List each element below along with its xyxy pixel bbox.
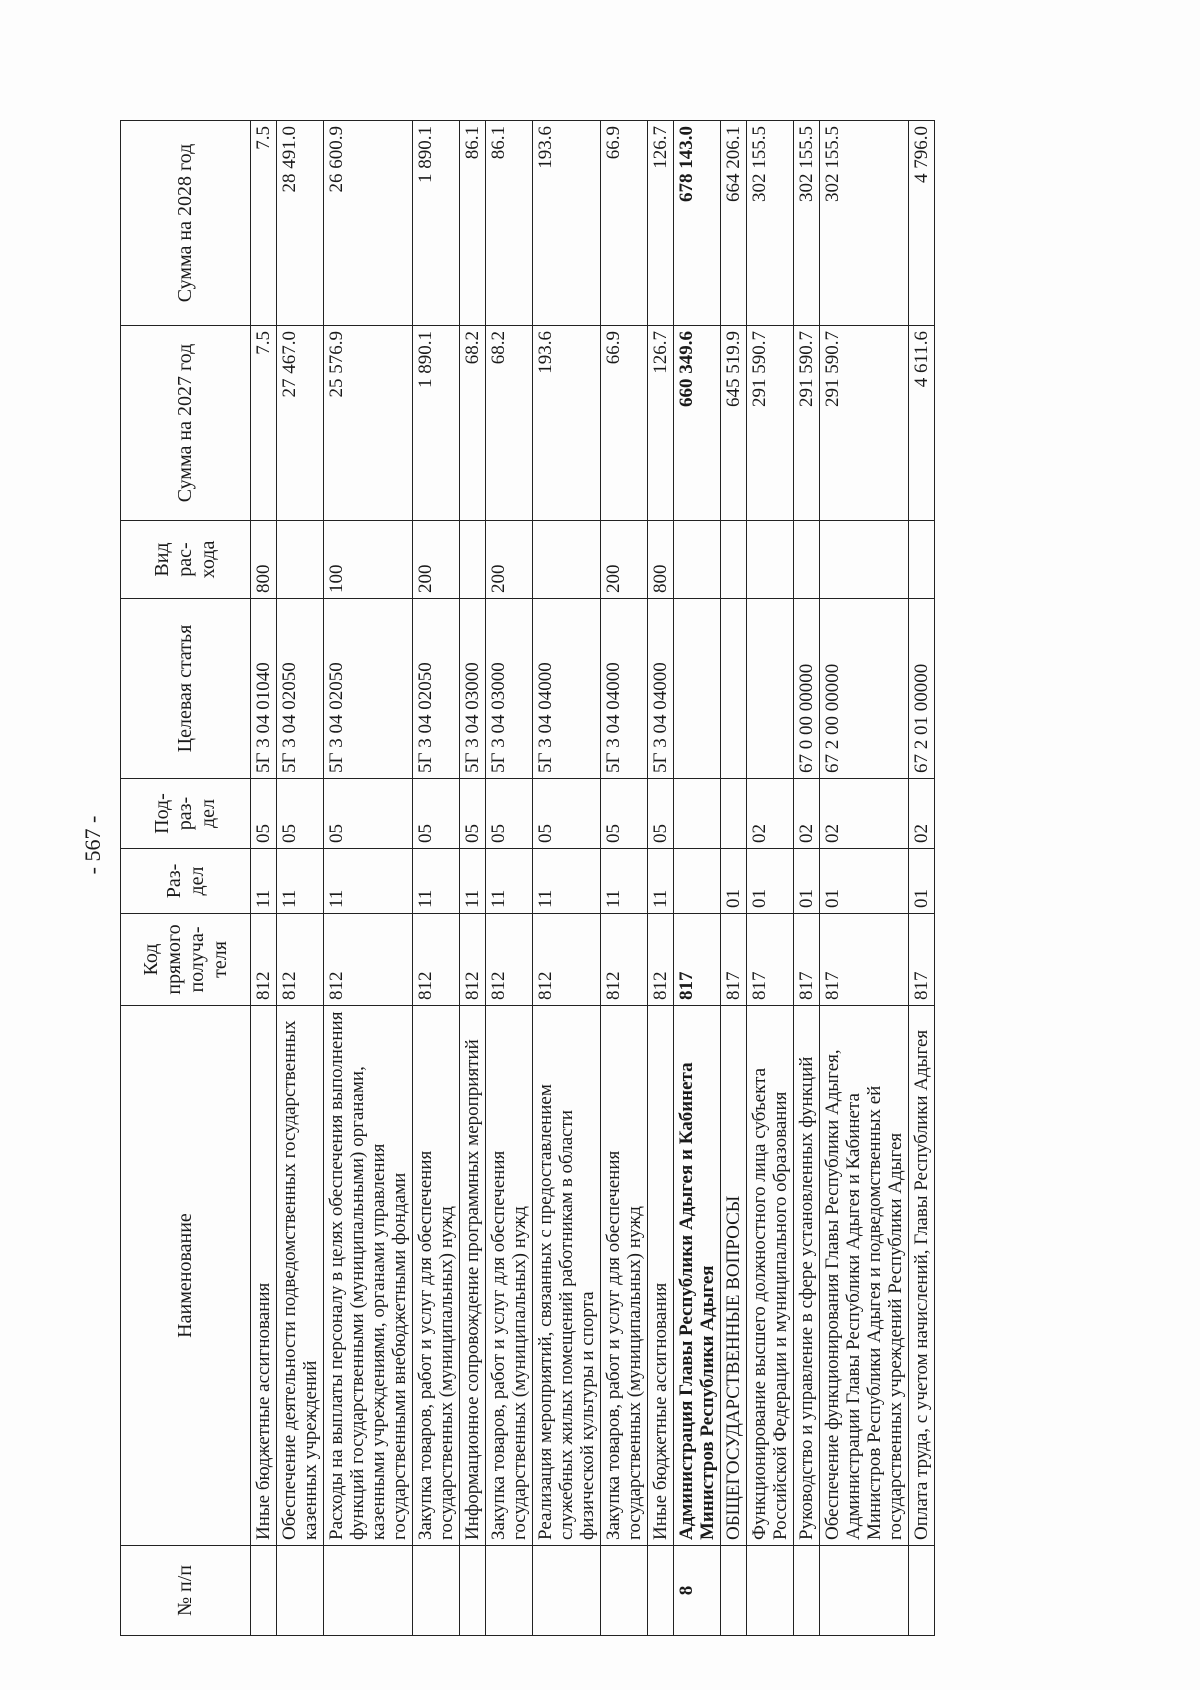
cell-section: 11 bbox=[648, 849, 674, 914]
header-sum-2027: Сумма на 2027 год bbox=[121, 326, 251, 521]
cell-target: 5Г 3 04 03000 bbox=[460, 599, 486, 779]
cell-section: 01 bbox=[794, 849, 820, 914]
cell-section bbox=[674, 849, 721, 914]
cell-sum2028: 26 600.9 bbox=[324, 121, 413, 326]
table-row bbox=[533, 121, 601, 1636]
cell-name: Расходы на выплаты персоналу в целях обеспечения выполнения функций государственными (муниципальными) органами, казенными учреждениями, органами управления государственными внебюджетными фондами bbox=[324, 1006, 413, 1546]
table-body bbox=[251, 121, 935, 1636]
cell-target bbox=[747, 599, 794, 779]
cell-name: Обеспечение деятельности подведомственных государственных казенных учреждений bbox=[277, 1006, 324, 1546]
cell-sum2027: 291 590.7 bbox=[820, 326, 909, 521]
cell-num bbox=[721, 1546, 747, 1636]
cell-num bbox=[601, 1546, 648, 1636]
cell-num bbox=[413, 1546, 460, 1636]
header-subsection: Под-раз-дел bbox=[121, 779, 251, 849]
cell-sum2027: 27 467.0 bbox=[277, 326, 324, 521]
cell-section: 01 bbox=[820, 849, 909, 914]
cell-recipient: 812 bbox=[533, 914, 601, 1006]
cell-sum2027: 126.7 bbox=[648, 326, 674, 521]
cell-expense bbox=[909, 521, 935, 599]
cell-subsection bbox=[674, 779, 721, 849]
cell-expense: 200 bbox=[413, 521, 460, 599]
cell-sum2028: 86.1 bbox=[486, 121, 533, 326]
cell-num bbox=[747, 1546, 794, 1636]
table-row bbox=[674, 121, 721, 1636]
cell-sum2027: 291 590.7 bbox=[747, 326, 794, 521]
cell-sum2027: 1 890.1 bbox=[413, 326, 460, 521]
cell-sum2028: 86.1 bbox=[460, 121, 486, 326]
cell-expense bbox=[277, 521, 324, 599]
cell-name: Обеспечение функционирования Главы Республики Адыгея, Администрации Главы Республики Адыгея и Кабинета Министров Республики Адыгея и подведомственных ей государственных учреждений Республики Адыгея bbox=[820, 1006, 909, 1546]
cell-recipient: 812 bbox=[324, 914, 413, 1006]
cell-expense bbox=[533, 521, 601, 599]
cell-section: 01 bbox=[721, 849, 747, 914]
cell-sum2028: 664 206.1 bbox=[721, 121, 747, 326]
cell-subsection bbox=[721, 779, 747, 849]
cell-target bbox=[674, 599, 721, 779]
cell-target: 67 2 01 00000 bbox=[909, 599, 935, 779]
header-num: № п/п bbox=[121, 1546, 251, 1636]
cell-sum2027: 645 519.9 bbox=[721, 326, 747, 521]
cell-name: Иные бюджетные ассигнования bbox=[648, 1006, 674, 1546]
cell-subsection: 02 bbox=[794, 779, 820, 849]
cell-subsection: 05 bbox=[601, 779, 648, 849]
cell-subsection: 05 bbox=[533, 779, 601, 849]
cell-name: Оплата труда, с учетом начислений, Главы Республики Адыгея bbox=[909, 1006, 935, 1546]
table-row bbox=[460, 121, 486, 1636]
cell-target: 5Г 3 04 04000 bbox=[533, 599, 601, 779]
table-row bbox=[721, 121, 747, 1636]
cell-num bbox=[794, 1546, 820, 1636]
cell-section: 11 bbox=[413, 849, 460, 914]
cell-sum2027: 4 611.6 bbox=[909, 326, 935, 521]
table-row bbox=[486, 121, 533, 1636]
cell-recipient: 812 bbox=[251, 914, 277, 1006]
cell-expense bbox=[460, 521, 486, 599]
cell-expense: 800 bbox=[648, 521, 674, 599]
cell-section: 11 bbox=[486, 849, 533, 914]
cell-name: Информационное сопровождение программных мероприятий bbox=[460, 1006, 486, 1546]
cell-target: 5Г 3 04 02050 bbox=[413, 599, 460, 779]
header-expense: Вид рас-хода bbox=[121, 521, 251, 599]
cell-sum2028: 302 155.5 bbox=[794, 121, 820, 326]
cell-sum2028: 28 491.0 bbox=[277, 121, 324, 326]
cell-sum2027: 68.2 bbox=[460, 326, 486, 521]
cell-expense bbox=[721, 521, 747, 599]
cell-subsection: 02 bbox=[747, 779, 794, 849]
cell-target: 67 0 00 00000 bbox=[794, 599, 820, 779]
cell-recipient: 817 bbox=[820, 914, 909, 1006]
cell-sum2028: 1 890.1 bbox=[413, 121, 460, 326]
cell-num bbox=[251, 1546, 277, 1636]
cell-sum2028: 66.9 bbox=[601, 121, 648, 326]
cell-target bbox=[721, 599, 747, 779]
cell-recipient: 812 bbox=[413, 914, 460, 1006]
table-row bbox=[794, 121, 820, 1636]
cell-num bbox=[460, 1546, 486, 1636]
header-recipient: Код прямого получа-теля bbox=[121, 914, 251, 1006]
cell-expense: 200 bbox=[601, 521, 648, 599]
cell-recipient: 817 bbox=[721, 914, 747, 1006]
cell-num bbox=[909, 1546, 935, 1636]
header-section: Раз-дел bbox=[121, 849, 251, 914]
cell-section: 01 bbox=[909, 849, 935, 914]
cell-sum2027: 291 590.7 bbox=[794, 326, 820, 521]
page-number-text: - 567 - bbox=[80, 815, 105, 875]
cell-expense bbox=[674, 521, 721, 599]
cell-num: 8 bbox=[674, 1546, 721, 1636]
cell-subsection: 05 bbox=[648, 779, 674, 849]
cell-target: 5Г 3 04 02050 bbox=[277, 599, 324, 779]
cell-name: Иные бюджетные ассигнования bbox=[251, 1006, 277, 1546]
cell-name: ОБЩЕГОСУДАРСТВЕННЫЕ ВОПРОСЫ bbox=[721, 1006, 747, 1546]
cell-subsection: 05 bbox=[251, 779, 277, 849]
cell-target: 5Г 3 04 04000 bbox=[601, 599, 648, 779]
cell-target: 5Г 3 04 04000 bbox=[648, 599, 674, 779]
cell-sum2027: 660 349.6 bbox=[674, 326, 721, 521]
cell-section: 11 bbox=[533, 849, 601, 914]
cell-recipient: 812 bbox=[601, 914, 648, 1006]
cell-sum2028: 4 796.0 bbox=[909, 121, 935, 326]
cell-sum2028: 302 155.5 bbox=[820, 121, 909, 326]
cell-num bbox=[277, 1546, 324, 1636]
cell-subsection: 02 bbox=[820, 779, 909, 849]
cell-expense: 200 bbox=[486, 521, 533, 599]
table-row bbox=[747, 121, 794, 1636]
cell-num bbox=[533, 1546, 601, 1636]
cell-name: Закупка товаров, работ и услуг для обеспечения государственных (муниципальных) нужд bbox=[601, 1006, 648, 1546]
cell-sum2027: 7.5 bbox=[251, 326, 277, 521]
table-row bbox=[324, 121, 413, 1636]
cell-section: 11 bbox=[251, 849, 277, 914]
table-row bbox=[820, 121, 909, 1636]
table-row bbox=[648, 121, 674, 1636]
cell-section: 11 bbox=[277, 849, 324, 914]
cell-subsection: 05 bbox=[486, 779, 533, 849]
cell-target: 5Г 3 04 02050 bbox=[324, 599, 413, 779]
cell-subsection: 05 bbox=[324, 779, 413, 849]
table-row bbox=[277, 121, 324, 1636]
cell-sum2028: 126.7 bbox=[648, 121, 674, 326]
cell-recipient: 817 bbox=[794, 914, 820, 1006]
cell-num bbox=[324, 1546, 413, 1636]
cell-recipient: 817 bbox=[747, 914, 794, 1006]
cell-subsection: 05 bbox=[460, 779, 486, 849]
table-row bbox=[909, 121, 935, 1636]
cell-name: Закупка товаров, работ и услуг для обеспечения государственных (муниципальных) нужд bbox=[413, 1006, 460, 1546]
cell-target: 67 2 00 00000 bbox=[820, 599, 909, 779]
cell-recipient: 812 bbox=[277, 914, 324, 1006]
cell-name: Руководство и управление в сфере установленных функций bbox=[794, 1006, 820, 1546]
cell-target: 5Г 3 04 01040 bbox=[251, 599, 277, 779]
cell-sum2027: 66.9 bbox=[601, 326, 648, 521]
cell-expense bbox=[747, 521, 794, 599]
cell-subsection: 05 bbox=[413, 779, 460, 849]
cell-expense: 800 bbox=[251, 521, 277, 599]
cell-num bbox=[820, 1546, 909, 1636]
cell-num bbox=[486, 1546, 533, 1636]
cell-name: Реализация мероприятий, связанных с предоставлением служебных жилых помещений работникам в области физической культуры и спорта bbox=[533, 1006, 601, 1546]
cell-num bbox=[648, 1546, 674, 1636]
cell-recipient: 812 bbox=[486, 914, 533, 1006]
cell-sum2028: 678 143.0 bbox=[674, 121, 721, 326]
rotated-table-container bbox=[120, 121, 1065, 1636]
table-row bbox=[251, 121, 277, 1636]
cell-expense: 100 bbox=[324, 521, 413, 599]
cell-section: 11 bbox=[324, 849, 413, 914]
table-header-row bbox=[121, 121, 251, 1636]
cell-sum2028: 193.6 bbox=[533, 121, 601, 326]
header-sum-2028: Сумма на 2028 год bbox=[121, 121, 251, 326]
cell-sum2027: 68.2 bbox=[486, 326, 533, 521]
table-row bbox=[601, 121, 648, 1636]
cell-subsection: 02 bbox=[909, 779, 935, 849]
cell-sum2027: 25 576.9 bbox=[324, 326, 413, 521]
cell-section: 11 bbox=[601, 849, 648, 914]
cell-sum2027: 193.6 bbox=[533, 326, 601, 521]
header-name: Наименование bbox=[121, 1006, 251, 1546]
budget-table bbox=[120, 120, 935, 1636]
cell-target: 5Г 3 04 03000 bbox=[486, 599, 533, 779]
cell-expense bbox=[820, 521, 909, 599]
cell-recipient: 817 bbox=[909, 914, 935, 1006]
table-row bbox=[413, 121, 460, 1636]
cell-name: Функционирование высшего должностного лица субъекта Российской Федерации и муниципального образования bbox=[747, 1006, 794, 1546]
cell-name: Закупка товаров, работ и услуг для обеспечения государственных (муниципальных) нужд bbox=[486, 1006, 533, 1546]
cell-recipient: 812 bbox=[648, 914, 674, 1006]
cell-subsection: 05 bbox=[277, 779, 324, 849]
cell-section: 01 bbox=[747, 849, 794, 914]
cell-expense bbox=[794, 521, 820, 599]
cell-sum2028: 302 155.5 bbox=[747, 121, 794, 326]
cell-section: 11 bbox=[460, 849, 486, 914]
cell-name: Администрация Главы Республики Адыгея и Кабинета Министров Республики Адыгея bbox=[674, 1006, 721, 1546]
cell-recipient: 812 bbox=[460, 914, 486, 1006]
cell-sum2028: 7.5 bbox=[251, 121, 277, 326]
header-target: Целевая статья bbox=[121, 599, 251, 779]
cell-recipient: 817 bbox=[674, 914, 721, 1006]
